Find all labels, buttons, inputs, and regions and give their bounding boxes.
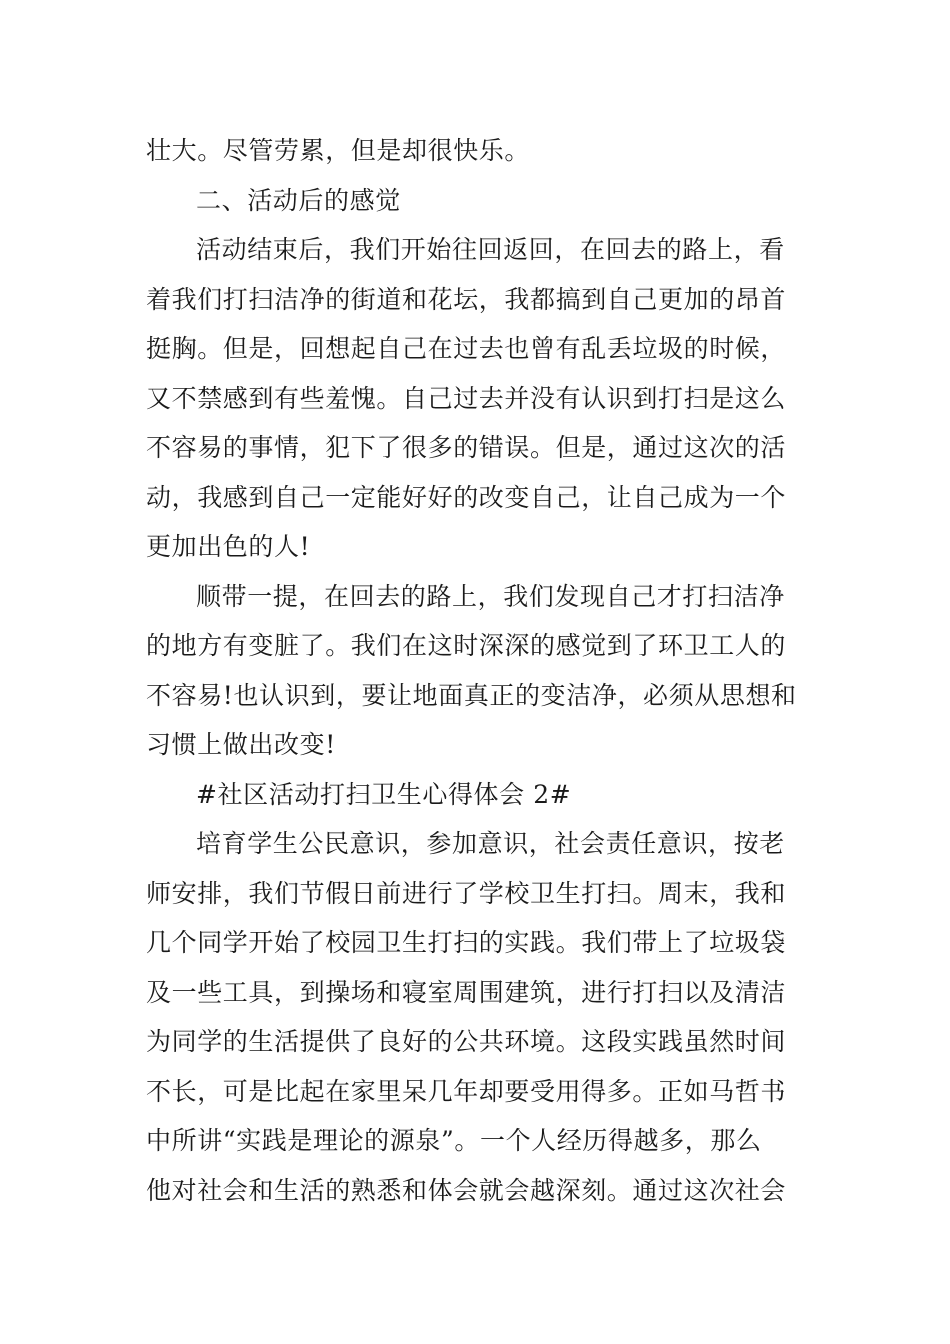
text-line: 挺胸。但是，回想起自己在过去也曾有乱丢垃圾的时候， [146,334,787,363]
text-line: 活动结束后，我们开始往回返回，在回去的路上，看 [196,235,785,264]
text-line: 壮大。尽管劳累，但是却很快乐。 [146,136,531,165]
paragraph-continuation [146,126,806,176]
text-line: 着我们打扫洁净的街道和花坛，我都搞到自己更加的昂首 [146,284,787,314]
paragraph-after-activity [146,225,806,572]
text-line: 习惯上做出改变! [146,730,336,759]
text-line: 顺带一提，在回去的路上，我们发现自己才打扫洁净 [196,581,785,611]
text-line: 师安排，我们节假日前进行了学校卫生打扫。周末，我和 [146,878,787,908]
text-line: 不容易!也认识到，要让地面真正的变洁净，必须从思想和 [146,680,797,710]
text-line: 为同学的生活提供了良好的公共环境。这段实践虽然时间 [146,1027,787,1056]
text-line: 培育学生公民意识，参加意识，社会责任意识，按老 [196,829,785,858]
text-line: 及一些工具，到操场和寝室周围建筑，进行打扫以及清洁 [146,977,787,1007]
text-line: 不容易的事情，犯下了很多的错误。但是，通过这次的活 [146,433,787,462]
text-line: 的地方有变脏了。我们在这时深深的感觉到了环卫工人的 [146,631,787,660]
text-line: 动，我感到自己一定能好好的改变自己，让自己成为一个 [146,482,787,512]
section-heading: 二、活动后的感觉 [196,185,401,215]
text-line: 不长，可是比起在家里呆几年却要受用得多。正如马哲书 [146,1076,787,1106]
text-line: 几个同学开始了校园卫生打扫的实践。我们带上了垃圾袋 [146,928,787,957]
paragraph-by-the-way [146,572,806,770]
document-body [146,126,806,1215]
text-line: 他对社会和生活的熟悉和体会就会越深刻。通过这次社会 [146,1175,787,1205]
text-line: 更加出色的人! [146,532,311,561]
text-line: 又不禁感到有些羞愧。自己过去并没有认识到打扫是这么 [146,383,787,413]
article-heading: #社区活动打扫卫生心得体会 2# [196,779,572,809]
text-line: 中所讲“实践是理论的源泉”。一个人经历得越多，那么 [146,1126,762,1155]
paragraph-practice [146,819,806,1215]
